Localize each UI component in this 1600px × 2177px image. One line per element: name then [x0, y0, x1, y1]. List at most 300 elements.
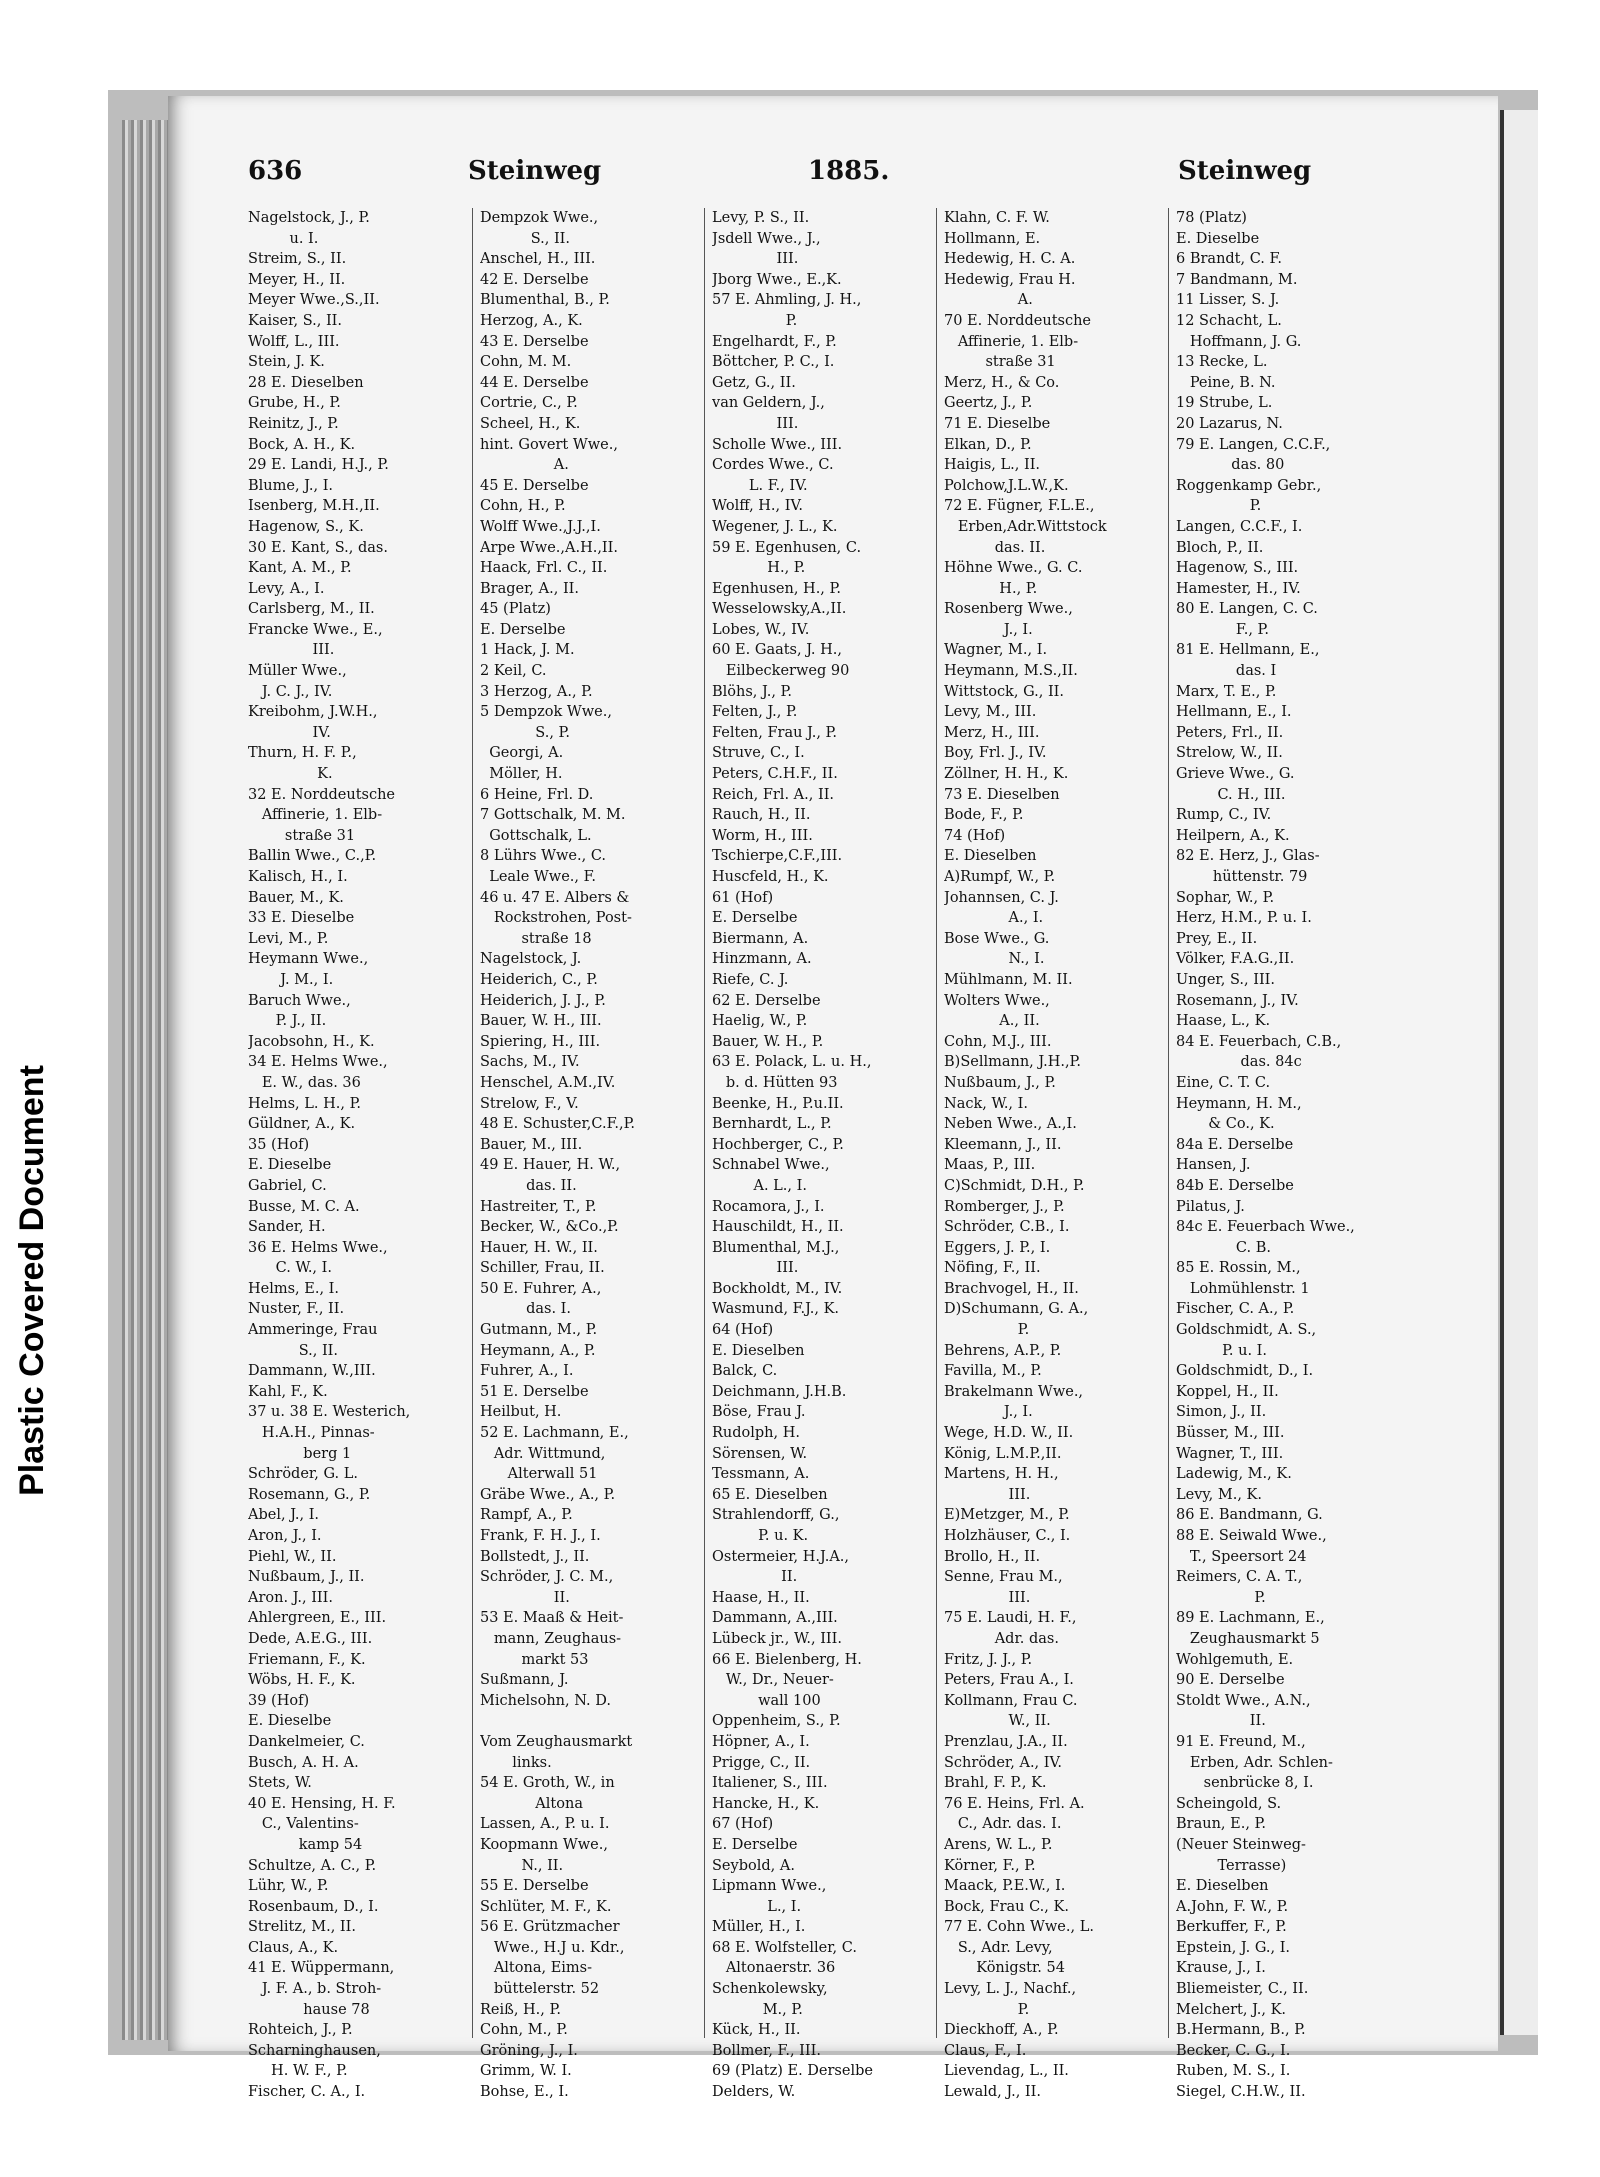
- directory-entry-line: H. W. F., P.: [248, 2063, 348, 2080]
- directory-entry-line: Kollmann, Frau C.: [944, 1692, 1078, 1709]
- directory-entry-line: Henschel, A.M.,IV.: [480, 1074, 616, 1091]
- directory-entry-line: 39 (Hof): [248, 1692, 310, 1709]
- directory-entry-line: 64 (Hof): [712, 1322, 774, 1339]
- directory-entry-line: Heilbut, H.: [480, 1404, 562, 1421]
- directory-entry-line: 8 Lührs Wwe., C.: [480, 848, 607, 865]
- directory-entry-line: Hastreiter, T., P.: [480, 1198, 597, 1215]
- directory-entry-line: Unger, S., III.: [1176, 971, 1276, 988]
- directory-entry-line: P. u. K.: [712, 1528, 809, 1544]
- year-heading: 1885.: [808, 156, 890, 186]
- directory-entry-line: Koppel, H., II.: [1176, 1383, 1279, 1400]
- directory-entry-line: Getz, G., II.: [712, 374, 796, 391]
- directory-entry-line: Eggers, J. P., I.: [944, 1239, 1051, 1256]
- directory-entry-line: Kück, H., II.: [712, 2022, 801, 2039]
- directory-entry-line: Blume, J., I.: [248, 477, 334, 494]
- directory-entry-line: Gräbe Wwe., A., P.: [480, 1486, 616, 1503]
- directory-entry-line: das. I: [1176, 663, 1277, 680]
- directory-entry-line: Wasmund, F.J., K.: [712, 1301, 840, 1318]
- directory-entry-line: E)Metzger, M., P.: [944, 1507, 1070, 1524]
- directory-entry-line: Rauch, H., II.: [712, 807, 811, 824]
- directory-entry-line: Martens, H. H.,: [944, 1466, 1059, 1483]
- directory-entry-line: Streim, S., II.: [248, 251, 347, 268]
- directory-entry-line: 7 Gottschalk, M. M.: [480, 807, 626, 824]
- directory-entry-line: 84c E. Feuerbach Wwe.,: [1176, 1219, 1355, 1236]
- directory-entry-line: P.: [944, 1322, 1030, 1339]
- directory-entry-line: 59 E. Egenhusen, C.: [712, 539, 862, 556]
- directory-entry-line: C. B.: [1176, 1239, 1271, 1256]
- directory-entry-line: Tschierpe,C.F.,III.: [712, 848, 843, 865]
- directory-entry-line: 84b E. Derselbe: [1176, 1177, 1294, 1194]
- directory-entry-line: E. Derselbe: [712, 1836, 798, 1853]
- directory-entry-line: N., II.: [480, 1857, 564, 1874]
- directory-entry-line: Heymann Wwe.,: [248, 951, 369, 968]
- directory-entry-line: Erben,Adr.Wittstock: [944, 518, 1107, 535]
- directory-entry-line: IV.: [248, 724, 331, 741]
- directory-entry-line: Wwe., H.J u. Kdr.,: [480, 1939, 625, 1956]
- directory-entry-line: Kahl, F., K.: [248, 1383, 328, 1400]
- directory-entry-line: & Co., K.: [1176, 1116, 1275, 1133]
- directory-entry-line: Jsdell Wwe., J.,: [712, 230, 821, 247]
- directory-entry-line: Simon, J., II.: [1176, 1404, 1267, 1421]
- directory-entry-line: E. Dieselbe: [1176, 230, 1260, 247]
- directory-entry-line: 2 Keil, C.: [480, 663, 547, 680]
- directory-entry-line: Dammann, W.,III.: [248, 1363, 376, 1380]
- directory-entry-line: Tessmann, A.: [712, 1466, 810, 1483]
- directory-entry-line: Lobes, W., IV.: [712, 621, 810, 638]
- directory-entry-line: Erben, Adr. Schlen-: [1176, 1754, 1333, 1771]
- directory-entry-line: Arpe Wwe.,A.H.,II.: [480, 539, 618, 556]
- directory-entry-line: Ballin Wwe., C.,P.: [248, 848, 377, 865]
- directory-entry-line: Deichmann, J.H.B.: [712, 1383, 847, 1400]
- directory-entry-line: Wege, H.D. W., II.: [944, 1425, 1074, 1442]
- directory-entry-line: 30 E. Kant, S., das.: [248, 539, 388, 556]
- directory-entry-line: Nußbaum, J., II.: [248, 1569, 365, 1586]
- directory-entry-line: 20 Lazarus, N.: [1176, 415, 1283, 432]
- directory-column-5: [1176, 208, 1401, 2103]
- directory-entry-line: Rosemann, G., P.: [248, 1486, 371, 1503]
- directory-entry-line: Lassen, A., P. u. I.: [480, 1816, 610, 1833]
- directory-entry-line: Nagelstock, J., P.: [248, 210, 370, 226]
- directory-entry-line: Hauer, H. W., II.: [480, 1239, 598, 1256]
- directory-entry-line: 28 E. Dieselben: [248, 374, 364, 391]
- directory-entry-line: Melchert, J., K.: [1176, 2001, 1287, 2018]
- directory-entry-line: Haase, L., K.: [1176, 1013, 1271, 1030]
- directory-entry-line: Cohn, M.J., III.: [944, 1033, 1052, 1050]
- directory-entry-line: Georgi, A.: [480, 745, 564, 762]
- directory-entry-line: Ahlergreen, E., III.: [248, 1610, 387, 1627]
- directory-entry-line: Schlüter, M. F., K.: [480, 1898, 612, 1915]
- directory-entry-line: 72 E. Fügner, F.L.E.,: [944, 498, 1095, 515]
- directory-entry-line: b. d. Hütten 93: [712, 1074, 838, 1091]
- directory-entry-line: Leale Wwe., F.: [480, 869, 597, 885]
- directory-entry-line: Altona, Eims-: [480, 1960, 593, 1977]
- directory-entry-line: Berkuffer, F., P.: [1176, 1919, 1287, 1936]
- directory-entry-line: Cordes Wwe., C.: [712, 457, 834, 474]
- directory-entry-line: Hauschildt, H., II.: [712, 1219, 844, 1236]
- directory-entry-line: Becker, W., &Co.,P.: [480, 1219, 619, 1236]
- directory-entry-line: Vom Zeughausmarkt: [480, 1733, 633, 1750]
- directory-entry-line: Prenzlau, J.A., II.: [944, 1733, 1068, 1750]
- directory-entry-line: Böse, Frau J.: [712, 1404, 806, 1421]
- directory-entry-line: 81 E. Hellmann, E.,: [1176, 642, 1320, 659]
- directory-entry-line: 85 E. Rossin, M.,: [1176, 1260, 1301, 1277]
- directory-entry-line: Levy, M., K.: [1176, 1486, 1263, 1503]
- directory-entry-line: Jborg Wwe., E.,K.: [712, 271, 842, 288]
- directory-entry-line: J., I.: [944, 1404, 1033, 1421]
- directory-entry-line: Rampf, A., P.: [480, 1507, 573, 1524]
- directory-entry-line: 11 Lisser, S. J.: [1176, 292, 1280, 309]
- directory-entry-line: straße 18: [480, 930, 592, 947]
- directory-entry-line: 41 E. Wüppermann,: [248, 1960, 395, 1977]
- directory-entry-line: Bliemeister, C., II.: [1176, 1981, 1309, 1998]
- directory-entry-line: Bauer, M., III.: [480, 1136, 583, 1153]
- directory-entry-line: Langen, C.C.F., I.: [1176, 518, 1303, 535]
- directory-entry-line: 54 E. Groth, W., in: [480, 1775, 615, 1792]
- directory-entry-line: Gabriel, C.: [248, 1177, 327, 1194]
- directory-entry-line: Nack, W., I.: [944, 1095, 1028, 1112]
- directory-entry-line: Haase, H., II.: [712, 1589, 810, 1606]
- directory-entry-line: Merz, H., & Co.: [944, 374, 1060, 391]
- directory-entry-line: Anschel, H., III.: [480, 251, 596, 268]
- directory-entry-line: Spiering, H., III.: [480, 1033, 601, 1050]
- directory-entry-line: Francke Wwe., E.,: [248, 621, 383, 638]
- directory-entry-line: L., I.: [712, 1898, 802, 1915]
- directory-entry-line: Bauer, W. H., III.: [480, 1013, 602, 1030]
- directory-entry-line: H., P.: [944, 580, 1038, 597]
- directory-entry-line: Scharninghausen,: [248, 2042, 381, 2059]
- directory-entry-line: Egenhusen, H., P.: [712, 580, 841, 597]
- directory-entry-line: Herz, H.M., P. u. I.: [1176, 910, 1312, 927]
- directory-entry-line: Büsser, M., III.: [1176, 1425, 1285, 1442]
- directory-entry-line: 77 E. Cohn Wwe., L.: [944, 1919, 1094, 1936]
- directory-entry-line: Brakelmann Wwe.,: [944, 1383, 1084, 1400]
- directory-entry-line: A. L., I.: [712, 1177, 807, 1194]
- directory-entry-line: Ladewig, M., K.: [1176, 1466, 1292, 1483]
- directory-entry-line: u. I.: [248, 230, 319, 247]
- directory-entry-line: Stoldt Wwe., A.N.,: [1176, 1692, 1311, 1709]
- directory-entry-line: III.: [944, 1486, 1031, 1503]
- directory-entry-line: 50 E. Fuhrer, A.,: [480, 1280, 602, 1297]
- directory-entry-line: P.: [944, 2001, 1030, 2018]
- directory-entry-line: Gutmann, M., P.: [480, 1322, 598, 1339]
- directory-entry-line: Zeughausmarkt 5: [1176, 1630, 1320, 1647]
- directory-entry-line: Höhne Wwe., G. C.: [944, 560, 1083, 577]
- directory-entry-line: Lewald, J., II.: [944, 2084, 1041, 2101]
- directory-entry-line: das. II.: [944, 539, 1046, 556]
- directory-entry-line: E. W., das. 36: [248, 1074, 361, 1091]
- directory-entry-line: Delders, W.: [712, 2084, 796, 2101]
- directory-entry-line: 68 E. Wolfsteller, C.: [712, 1939, 857, 1956]
- directory-entry-line: 84 E. Feuerbach, C.B.,: [1176, 1033, 1342, 1050]
- directory-entry-line: Dede, A.E.G., III.: [248, 1630, 373, 1647]
- directory-entry-line: Bockholdt, M., IV.: [712, 1280, 843, 1297]
- directory-entry-line: Affinerie, 1. Elb-: [944, 333, 1079, 350]
- directory-entry-line: 66 E. Bielenberg, H.: [712, 1651, 862, 1668]
- directory-entry-line: C)Schmidt, D.H., P.: [944, 1177, 1085, 1194]
- directory-entry-line: Favilla, M., P.: [944, 1363, 1042, 1380]
- directory-column-3: [712, 208, 937, 2103]
- directory-page: [168, 96, 1498, 2101]
- directory-entry-line: E. Dieselben: [712, 1342, 805, 1359]
- directory-entry-line: links.: [480, 1754, 552, 1771]
- directory-entry-line: Felten, Frau J., P.: [712, 724, 837, 741]
- directory-entry-line: E. Dieselbe: [248, 1157, 332, 1174]
- directory-entry-line: Brager, A., II.: [480, 580, 580, 597]
- directory-column-1: [248, 208, 473, 2103]
- directory-entry-line: Böttcher, P. C., I.: [712, 354, 835, 371]
- directory-entry-line: Wegener, J. L., K.: [712, 518, 838, 535]
- directory-entry-line: Reinitz, J., P.: [248, 415, 339, 432]
- directory-entry-line: J. M., I.: [248, 971, 334, 988]
- directory-entry-line: Busse, M. C. A.: [248, 1198, 360, 1215]
- directory-entry-line: Dempzok Wwe.,: [480, 210, 599, 226]
- directory-entry-line: Lievendag, L., II.: [944, 2063, 1069, 2080]
- page-header: [248, 156, 1428, 202]
- directory-entry-line: 42 E. Derselbe: [480, 271, 589, 288]
- directory-entry-line: 12 Schacht, L.: [1176, 312, 1282, 329]
- directory-entry-line: Cohn, H., P.: [480, 498, 566, 515]
- directory-entry-line: 48 E. Schuster,C.F.,P.: [480, 1116, 636, 1133]
- directory-entry-line: Ruben, M. S., I.: [1176, 2063, 1291, 2080]
- directory-entry-line: Heiderich, J. J., P.: [480, 992, 606, 1009]
- directory-entry-line: (Neuer Steinweg-: [1176, 1836, 1306, 1853]
- directory-entry-line: 1 Hack, J. M.: [480, 642, 575, 659]
- directory-entry-line: Boy, Frl. J., IV.: [944, 745, 1047, 762]
- directory-entry-line: Strelow, W., II.: [1176, 745, 1283, 762]
- directory-entry-line: 5 Dempzok Wwe.,: [480, 704, 612, 721]
- directory-entry-line: Thurn, H. F. P.,: [248, 745, 357, 762]
- directory-entry-line: 13 Recke, L.: [1176, 354, 1268, 371]
- directory-entry-line: Frank, F. H. J., I.: [480, 1528, 601, 1544]
- directory-entry-line: Bock, A. H., K.: [248, 436, 356, 453]
- directory-entry-line: Riefe, C. J.: [712, 971, 789, 988]
- directory-entry-line: 65 E. Dieselben: [712, 1486, 828, 1503]
- directory-entry-line: Ostermeier, H.J.A.,: [712, 1548, 850, 1565]
- directory-entry-line: Engelhardt, F., P.: [712, 333, 837, 350]
- directory-entry-line: Levy, P. S., II.: [712, 210, 810, 226]
- directory-entry-line: E. Dieselben: [1176, 1878, 1269, 1895]
- directory-entry-line: 75 E. Laudi, H. F.,: [944, 1610, 1077, 1627]
- directory-entry-line: Kleemann, J., II.: [944, 1136, 1062, 1153]
- directory-entry-line: 84a E. Derselbe: [1176, 1136, 1294, 1153]
- directory-entry-line: Möller, H.: [480, 766, 563, 783]
- directory-entry-line: Epstein, J. G., I.: [1176, 1939, 1291, 1956]
- directory-entry-line: Peters, Frau A., I.: [944, 1672, 1074, 1689]
- directory-entry-line: J., I.: [944, 621, 1033, 638]
- directory-entry-line: Gottschalk, L.: [480, 827, 592, 844]
- directory-entry-line: straße 31: [248, 827, 356, 844]
- directory-entry-line: Rocamora, J., I.: [712, 1198, 825, 1215]
- directory-entry-line: markt 53: [480, 1651, 589, 1668]
- directory-entry-line: mann, Zeughaus-: [480, 1630, 622, 1647]
- directory-entry-line: E. Derselbe: [712, 910, 798, 927]
- directory-entry-line: K.: [248, 766, 333, 783]
- directory-entry-line: Reiß, H., P.: [480, 2001, 561, 2018]
- directory-entry-line: III.: [712, 251, 799, 268]
- directory-entry-line: berg 1: [248, 1445, 352, 1462]
- directory-entry-line: 57 E. Ahmling, J. H.,: [712, 292, 862, 309]
- directory-entry-line: Aron, J., I.: [248, 1528, 322, 1544]
- directory-entry-line: T., Speersort 24: [1176, 1548, 1307, 1565]
- directory-entry-line: hüttenstr. 79: [1176, 869, 1308, 885]
- directory-entry-line: kamp 54: [248, 1836, 363, 1853]
- directory-entry-line: König, L.M.P.,II.: [944, 1445, 1062, 1462]
- directory-entry-line: 74 (Hof): [944, 827, 1006, 844]
- directory-entry-line: Kant, A. M., P.: [248, 560, 352, 577]
- directory-entry-line: Terrasse): [1176, 1857, 1287, 1874]
- directory-entry-line: Alterwall 51: [480, 1466, 598, 1483]
- directory-entry-line: Wolff, L., III.: [248, 333, 340, 350]
- facing-page-edge: [1500, 110, 1538, 2035]
- directory-entry-line: Fuhrer, A., I.: [480, 1363, 574, 1380]
- directory-entry-line: M., P.: [712, 2001, 803, 2018]
- directory-entry-line: Blumenthal, B., P.: [480, 292, 610, 309]
- directory-entry-line: Behrens, A.P., P.: [944, 1342, 1062, 1359]
- directory-entry-line: 67 (Hof): [712, 1816, 774, 1833]
- directory-entry-line: Johannsen, C. J.: [944, 889, 1059, 906]
- directory-entry-line: Hancke, H., K.: [712, 1795, 820, 1812]
- directory-entry-line: Hagenow, S., K.: [248, 518, 364, 535]
- directory-entry-line: Lübeck jr., W., III.: [712, 1630, 842, 1647]
- directory-entry-line: H., P.: [712, 560, 806, 577]
- directory-entry-line: Mühlmann, M. II.: [944, 971, 1073, 988]
- directory-entry-line: Levy, M., III.: [944, 704, 1037, 721]
- directory-entry-line: hause 78: [248, 2001, 370, 2018]
- directory-entry-line: Peters, Frl., II.: [1176, 724, 1284, 741]
- directory-entry-line: Wittstock, G., II.: [944, 683, 1065, 700]
- directory-entry-line: A., II.: [944, 1013, 1040, 1030]
- directory-entry-line: Höpner, A., I.: [712, 1733, 810, 1750]
- directory-entry-line: C., Valentins-: [248, 1816, 359, 1833]
- directory-entry-line: Haack, Frl. C., II.: [480, 560, 608, 577]
- document-label: [4, 1000, 60, 1560]
- street-heading-right: Steinweg: [1178, 156, 1312, 186]
- directory-entry-line: 33 E. Dieselbe: [248, 910, 355, 927]
- directory-entry-line: Adr. das.: [944, 1630, 1059, 1647]
- directory-entry-line: Seybold, A.: [712, 1857, 795, 1874]
- directory-entry-line: Oppenheim, S., P.: [712, 1713, 841, 1730]
- directory-entry-line: C. H., III.: [1176, 786, 1286, 803]
- directory-entry-line: Zöllner, H. H., K.: [944, 766, 1069, 783]
- directory-entry-line: F., P.: [1176, 621, 1269, 638]
- directory-entry-line: Levi, M., P.: [248, 930, 329, 947]
- directory-entry-line: Levy, A., I.: [248, 580, 325, 597]
- directory-entry-line: Wagner, T., III.: [1176, 1445, 1284, 1462]
- directory-entry-line: D)Schumann, G. A.,: [944, 1301, 1089, 1318]
- directory-entry-line: Cohn, M. M.: [480, 354, 572, 371]
- directory-entry-line: P.: [1176, 498, 1262, 515]
- directory-entry-line: Schenkolewsky,: [712, 1981, 828, 1998]
- directory-entry-line: Haelig, W., P.: [712, 1013, 808, 1030]
- directory-entry-line: Lohmühlenstr. 1: [1176, 1280, 1310, 1297]
- directory-entry-line: Müller Wwe.,: [248, 663, 347, 680]
- directory-entry-line: das. I.: [480, 1301, 572, 1318]
- directory-entry-line: II.: [1176, 1713, 1266, 1730]
- directory-entry-line: Bohse, E., I.: [480, 2084, 569, 2101]
- directory-entry-line: Meyer Wwe.,S.,II.: [248, 292, 380, 309]
- directory-entry-line: Hollmann, E.: [944, 230, 1041, 247]
- directory-entry-line: 55 E. Derselbe: [480, 1878, 589, 1895]
- directory-entry-line: Dieckhoff, A., P.: [944, 2022, 1059, 2039]
- directory-entry-line: 51 E. Derselbe: [480, 1383, 589, 1400]
- directory-entry-line: Rump, C., IV.: [1176, 807, 1272, 824]
- directory-entry-line: Worm, H., III.: [712, 827, 813, 844]
- directory-entry-line: Bauer, M., K.: [248, 889, 344, 906]
- directory-entry-line: Strahlendorff, G.,: [712, 1507, 840, 1524]
- directory-entry-line: 7 Bandmann, M.: [1176, 271, 1298, 288]
- directory-entry-line: Bollmer, F., III.: [712, 2042, 821, 2059]
- directory-entry-line: 79 E. Langen, C.C.F.,: [1176, 436, 1331, 453]
- directory-entry-line: Braun, E., P.: [1176, 1816, 1266, 1833]
- directory-entry-line: Koopmann Wwe.,: [480, 1836, 608, 1853]
- directory-entry-line: Rockstrohen, Post-: [480, 910, 632, 927]
- directory-entry-line: Siegel, C.H.W., II.: [1176, 2084, 1306, 2101]
- directory-entry-line: Balck, C.: [712, 1363, 778, 1380]
- directory-entry-line: Goldschmidt, D., I.: [1176, 1363, 1314, 1380]
- directory-entry-line: W., Dr., Neuer-: [712, 1672, 834, 1689]
- directory-entry-line: Heymann, M.S.,II.: [944, 663, 1078, 680]
- directory-entry-line: Bock, Frau C., K.: [944, 1898, 1069, 1915]
- directory-entry-line: Hochberger, C., P.: [712, 1136, 844, 1153]
- directory-entry-line: Wöbs, H. F., K.: [248, 1672, 356, 1689]
- directory-entry-line: Dammann, A.,III.: [712, 1610, 838, 1627]
- directory-entry-line: 69 (Platz) E. Derselbe: [712, 2063, 873, 2080]
- directory-entry-line: Geertz, J., P.: [944, 395, 1033, 412]
- directory-entry-line: 53 E. Maaß & Heit-: [480, 1610, 624, 1627]
- directory-entry-line: 63 E. Polack, L. u. H.,: [712, 1054, 872, 1071]
- directory-entry-line: C. W., I.: [248, 1260, 332, 1277]
- directory-entry-line: A)Rumpf, W., P.: [944, 869, 1056, 885]
- directory-entry-line: Fischer, C. A., P.: [1176, 1301, 1295, 1318]
- directory-entry-line: L. F., IV.: [712, 477, 808, 494]
- directory-entry-line: 35 (Hof): [248, 1136, 310, 1153]
- directory-entry-line: S., II.: [248, 1342, 339, 1359]
- directory-entry-line: Heymann, A., P.: [480, 1342, 596, 1359]
- directory-entry-line: Dankelmeier, C.: [248, 1733, 365, 1750]
- directory-entry-line: Heymann, H. M.,: [1176, 1095, 1302, 1112]
- directory-entry-line: Grube, H., P.: [248, 395, 341, 412]
- directory-entry-line: Peters, C.H.F., II.: [712, 766, 838, 783]
- directory-entry-line: Cohn, M., P.: [480, 2022, 568, 2039]
- directory-entry-line: Lipmann Wwe.,: [712, 1878, 827, 1895]
- directory-entry-line: Helms, L. H., P.: [248, 1095, 362, 1112]
- directory-entry-line: Senne, Frau M.,: [944, 1569, 1063, 1586]
- directory-entry-line: Grimm, W. I.: [480, 2063, 572, 2080]
- directory-entry-line: E. Derselbe: [480, 621, 566, 638]
- directory-entry-line: 86 E. Bandmann, G.: [1176, 1507, 1323, 1524]
- directory-entry-line: Rudolph, H.: [712, 1425, 800, 1442]
- directory-entry-line: 3 Herzog, A., P.: [480, 683, 593, 700]
- directory-entry-line: Prigge, C., II.: [712, 1754, 811, 1771]
- directory-entry-line: Friemann, F., K.: [248, 1651, 366, 1668]
- directory-entry-line: Jacobsohn, H., K.: [248, 1033, 375, 1050]
- directory-entry-line: 71 E. Dieselbe: [944, 415, 1051, 432]
- directory-entry-line: 19 Strube, L.: [1176, 395, 1273, 412]
- directory-entry-line: Carlsberg, M., II.: [248, 601, 375, 618]
- directory-entry-line: P. J., II.: [248, 1013, 327, 1030]
- directory-entry-line: 78 (Platz): [1176, 210, 1247, 226]
- directory-entry-line: Romberger, J., P.: [944, 1198, 1065, 1215]
- directory-entry-line: 82 E. Herz, J., Glas-: [1176, 848, 1320, 865]
- directory-entry-line: Wolff Wwe.,J.J.,I.: [480, 518, 601, 535]
- directory-entry-line: Haigis, L., II.: [944, 457, 1041, 474]
- directory-column-2: [480, 208, 705, 2103]
- directory-entry-line: Nuster, F., II.: [248, 1301, 345, 1318]
- directory-entry-line: van Geldern, J.,: [712, 395, 825, 412]
- directory-entry-line: Wohlgemuth, E.: [1176, 1651, 1294, 1668]
- directory-entry-line: Scholle Wwe., III.: [712, 436, 843, 453]
- directory-entry-line: 34 E. Helms Wwe.,: [248, 1054, 388, 1071]
